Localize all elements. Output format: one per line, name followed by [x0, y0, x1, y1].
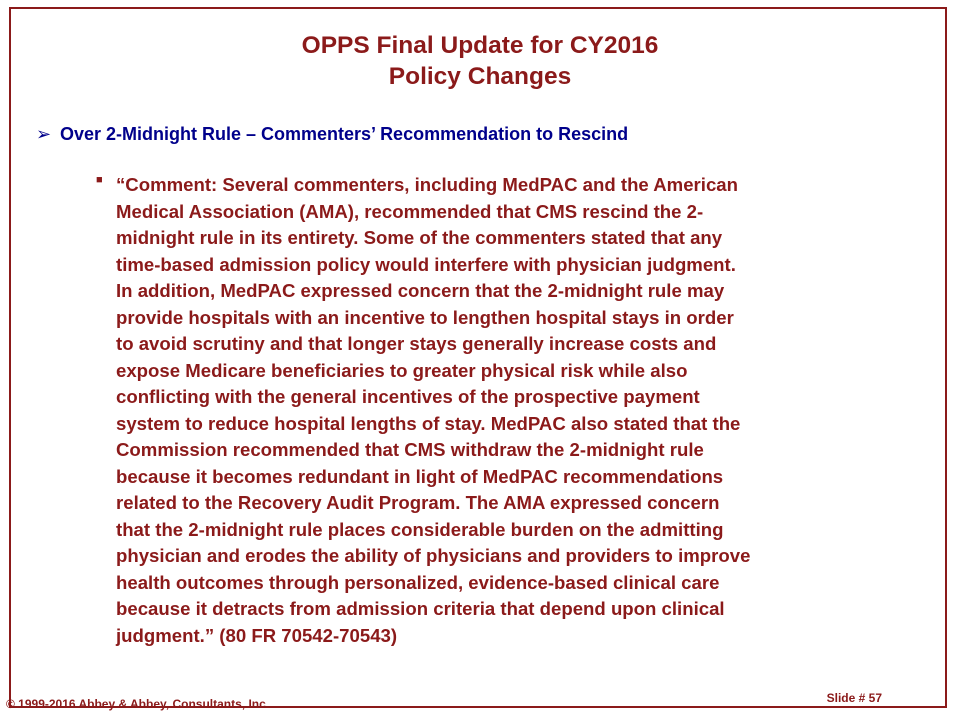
comment-line: In addition, MedPAC expressed concern that the 2-midnight rule may — [116, 280, 725, 301]
slide-title — [0, 30, 960, 92]
comment-line: health outcomes through personalized, evidence-based clinical care — [116, 571, 720, 593]
comment-line: because it detracts from admission criteria that depend upon clinical — [116, 598, 725, 619]
slide-title-line-2: Policy Changes — [388, 63, 572, 90]
comment-line: Commission recommended that CMS withdraw the 2-midnight rule — [116, 439, 704, 460]
comment-line: related to the Recovery Audit Program. The AMA expressed concern — [116, 492, 720, 513]
copyright-notice: © 1999-2016 Abbey & Abbey, Consultants, Inc. — [6, 697, 270, 711]
comment-line: midnight rule in its entirety. Some of the commenters stated that any — [116, 227, 723, 248]
slide-number: Slide # 57 — [826, 691, 882, 705]
comment-line: conflicting with the general incentives of the prospective payment — [116, 386, 700, 407]
main-bullet — [36, 122, 916, 146]
slide-title-line-1: OPPS Final Update for CY2016 — [301, 32, 659, 59]
comment-line: system to reduce hospital lengths of stay. MedPAC also stated that the — [116, 412, 741, 434]
comment-line: judgment.” (80 FR 70542-70543) — [116, 624, 398, 646]
comment-line: to avoid scrutiny and that longer stays generally increase costs and — [116, 333, 717, 354]
comment-line: “Comment: Several commenters, including MedPAC and the American — [116, 174, 738, 195]
comment-line: expose Medicare beneficiaries to greater physical risk while also — [116, 359, 688, 381]
comment-line: time-based admission policy would interfere with physician judgment. — [116, 253, 736, 275]
arrow-bullet-icon: ➢ — [36, 124, 52, 144]
comment-line: provide hospitals with an incentive to lengthen hospital stays in order — [116, 306, 734, 328]
comment-line: that the 2-midnight rule places considerable burden on the admitting — [116, 518, 724, 540]
comment-line: because it becomes redundant in light of MedPAC recommendations — [116, 465, 724, 487]
comment-line: Medical Association (AMA), recommended that CMS rescind the 2- — [116, 200, 704, 222]
comment-line: physician and erodes the ability of physicians and providers to improve — [116, 545, 751, 566]
quoted-comment — [116, 172, 932, 649]
square-bullet-icon: ■ — [96, 174, 103, 186]
main-bullet-text: Over 2-Midnight Rule – Commenters’ Recommendation to Rescind — [60, 124, 629, 144]
